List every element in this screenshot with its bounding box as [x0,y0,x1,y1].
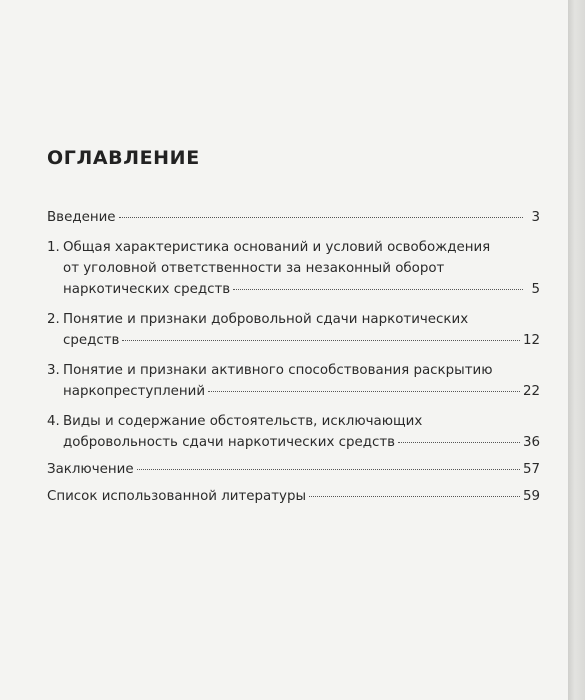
dot-leader [208,391,520,392]
toc-page-number: 5 [531,282,540,297]
dot-leader [119,217,523,218]
toc-entry-chapter-2[interactable] [47,309,540,351]
dot-leader [122,340,520,341]
chapter-number: 4. [47,414,60,429]
dot-leader [233,289,523,290]
toc-entry-title-line: от уголовной ответственности за незаконный оборот [63,261,445,276]
toc-entry-chapter-3[interactable] [47,360,540,402]
toc-entry-title: Введение [47,210,116,225]
toc-entry-title-line: средств [63,333,120,348]
toc-entry-title-line: наркопреступлений [63,384,206,399]
toc-page-number: 3 [531,210,540,225]
chapter-number: 3. [47,363,60,378]
dot-leader [137,469,520,470]
page-edge [568,0,585,700]
toc-entry-title-line: Понятие и признаки активного способствования раскрытию [63,363,493,378]
toc-page-number: 36 [522,435,540,450]
chapter-number: 1. [47,240,60,255]
toc-entry-conclusion[interactable] [47,459,540,480]
table-of-contents [47,207,540,513]
toc-entry-introduction[interactable] [47,207,540,228]
dot-leader [309,496,520,497]
toc-entry-title: Список использованной литературы [47,489,307,504]
toc-entry-chapter-1[interactable] [47,237,540,300]
toc-page-number: 59 [522,489,540,504]
chapter-number: 2. [47,312,60,327]
toc-page-number: 12 [522,333,540,348]
toc-entry-title-line: добровольность сдачи наркотических средств [63,435,396,450]
dot-leader [398,442,520,443]
toc-page-number: 22 [522,384,540,399]
toc-entry-title: Заключение [47,462,134,477]
toc-entry-title-line: Виды и содержание обстоятельств, исключающих [63,414,423,429]
toc-entry-title-line: Общая характеристика оснований и условий освобождения [63,240,491,255]
toc-entry-chapter-4[interactable] [47,411,540,453]
toc-page-number: 57 [522,462,540,477]
toc-heading: ОГЛАВЛЕНИЕ [47,147,200,169]
toc-entry-title-line: наркотических средств [63,282,231,297]
toc-entry-title-line: Понятие и признаки добровольной сдачи наркотических [63,312,469,327]
toc-entry-references[interactable] [47,486,540,507]
